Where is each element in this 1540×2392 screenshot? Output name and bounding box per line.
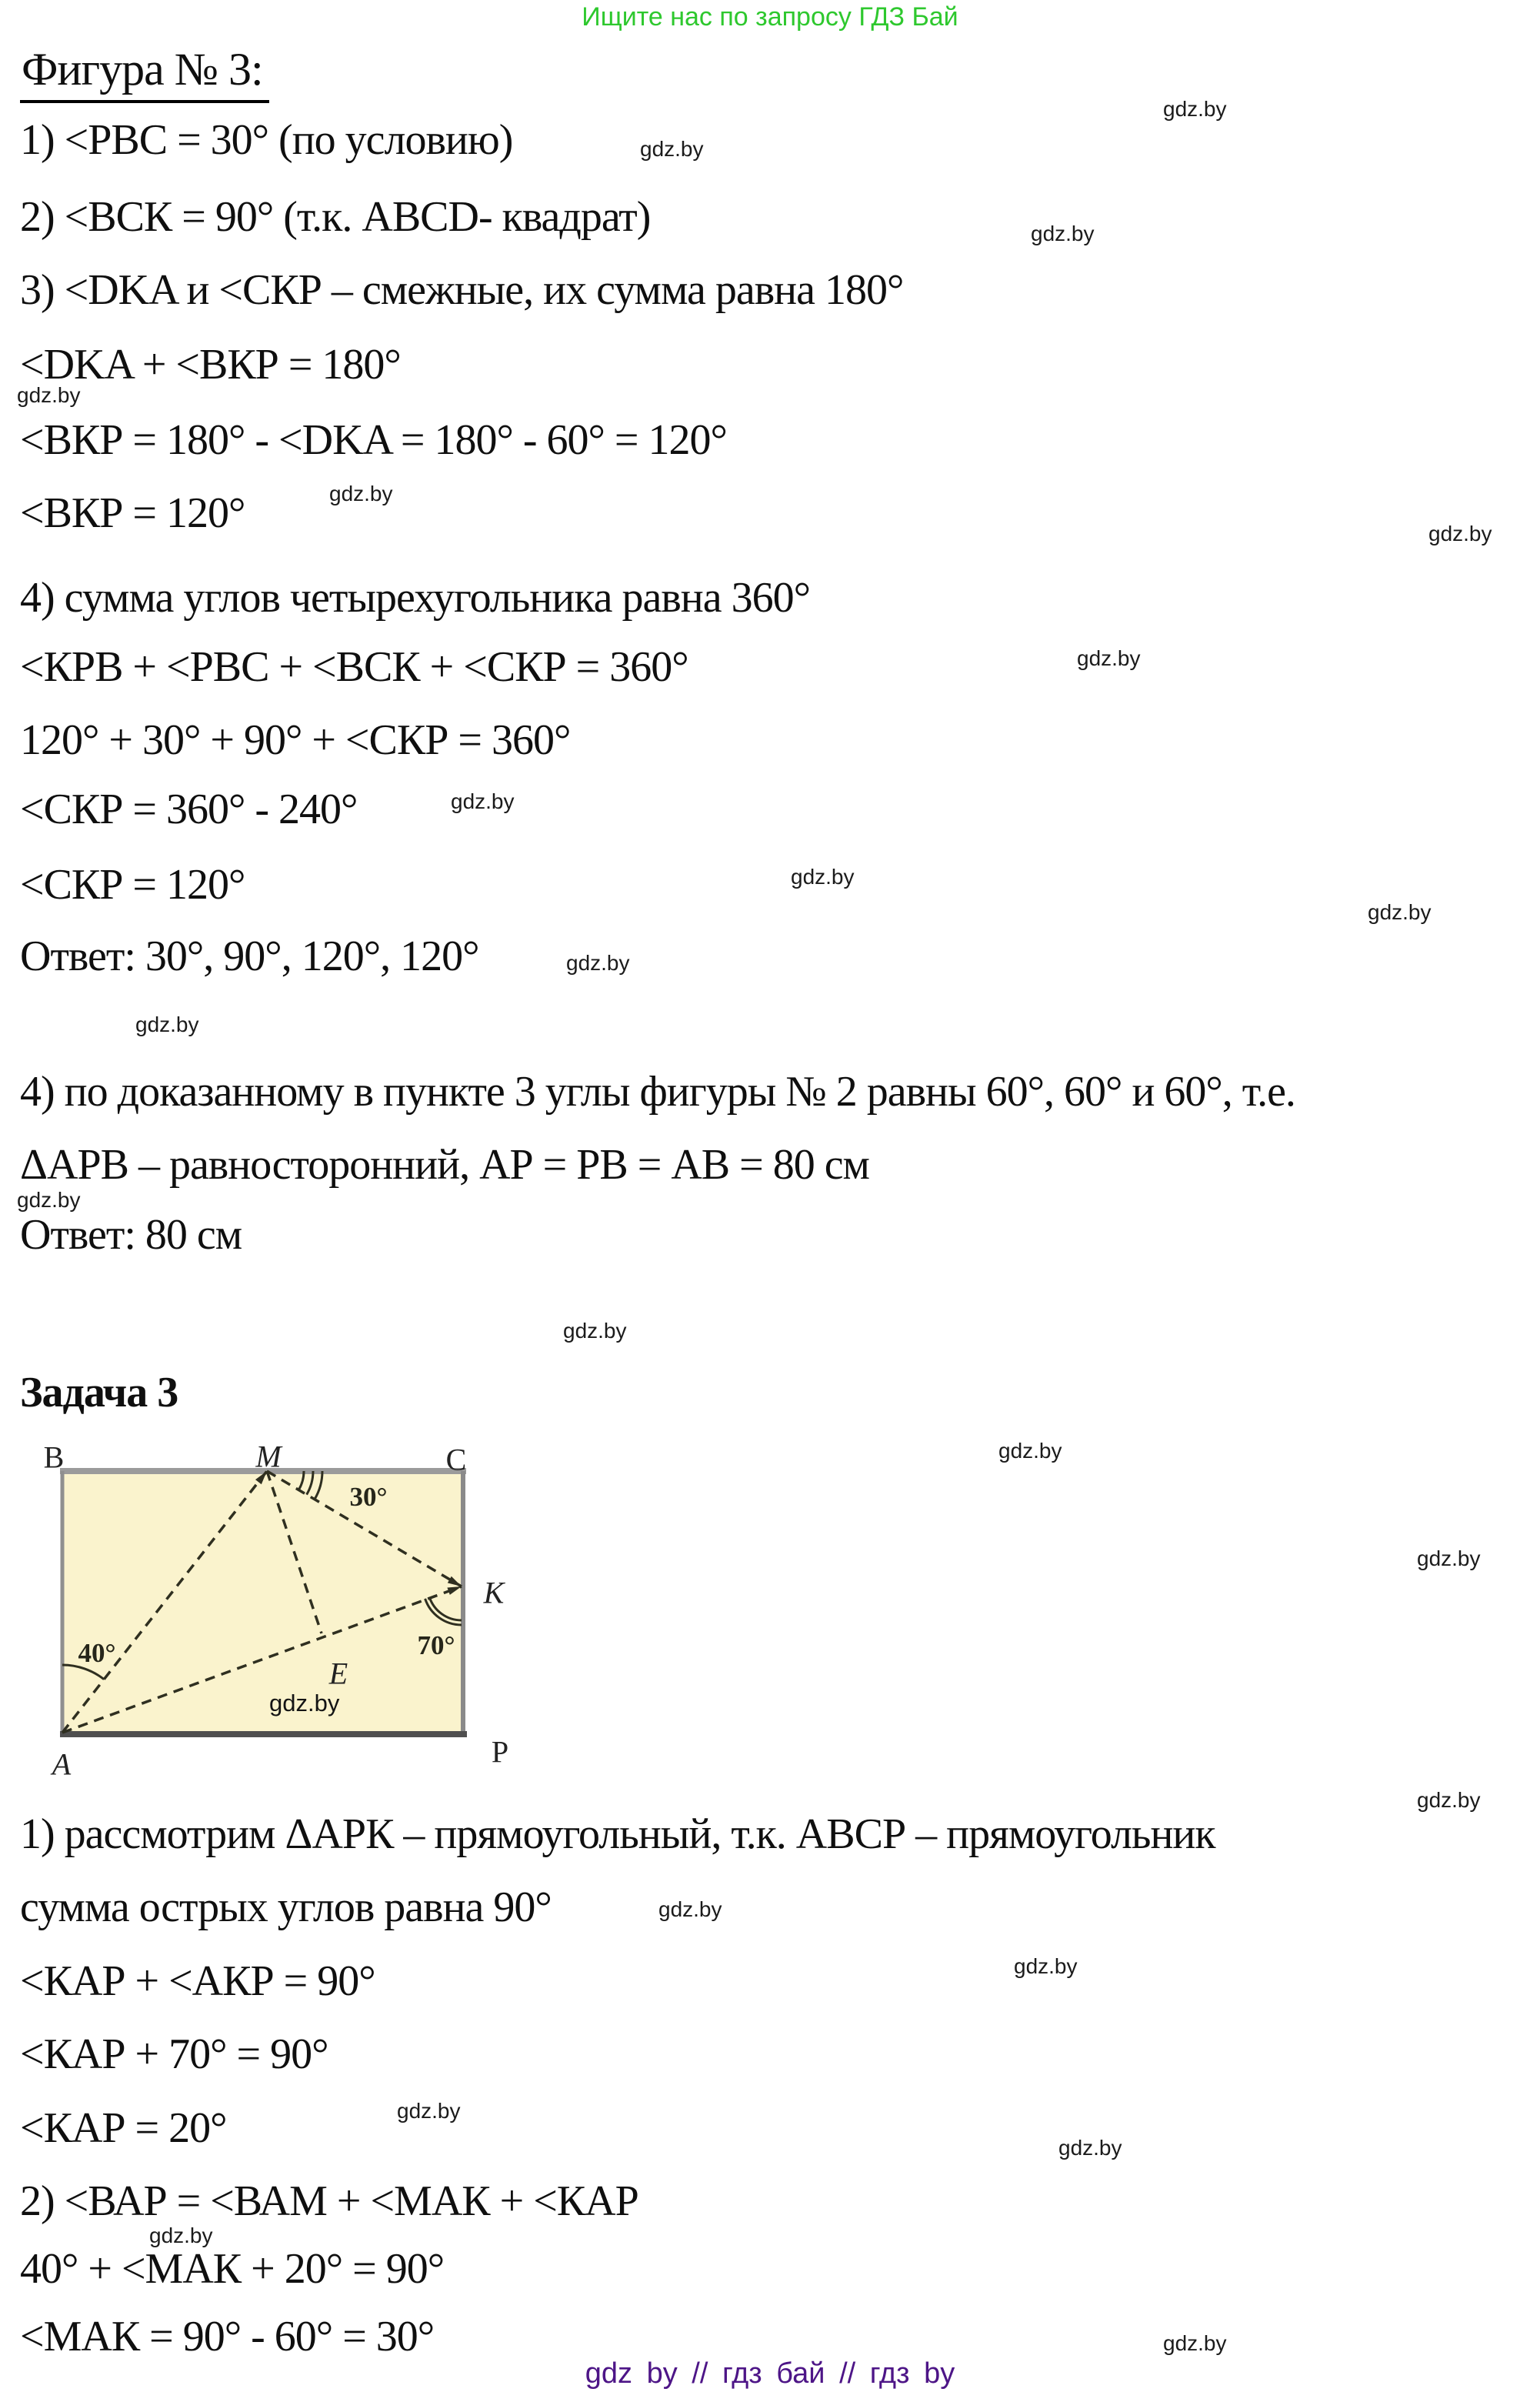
angle-label-70: 70°	[417, 1630, 455, 1660]
solution-line: <КРВ + <РВС + <ВСК + <СКР = 360°	[20, 643, 688, 691]
solution-line: 120° + 30° + 90° + <СКР = 360°	[20, 716, 571, 764]
gdz-watermark: gdz.by	[17, 383, 81, 407]
gdz-watermark: gdz.by	[1077, 646, 1141, 670]
gdz-watermark: gdz.by	[1031, 222, 1095, 245]
promo-banner: Ищите нас по запросу ГДЗ Бай	[582, 2, 958, 32]
solution-line: <СКР = 120°	[20, 861, 245, 909]
gdz-watermark: gdz.by	[1163, 2331, 1227, 2355]
vertex-label-b: B	[43, 1440, 65, 1475]
gdz-watermark: gdz.by	[149, 2224, 213, 2247]
solution-line: ΔАРВ – равносторонний, АР = РВ = АВ = 80 см	[20, 1141, 869, 1189]
solution-line: сумма острых углов равна 90°	[20, 1883, 552, 1931]
gdz-watermark: gdz.by	[1163, 97, 1227, 121]
gdz-watermark: gdz.by	[329, 482, 393, 505]
gdz-watermark: gdz.by	[397, 2099, 461, 2123]
solution-line: Ответ: 80 см	[20, 1211, 242, 1259]
solution-line: <КАР = 20°	[20, 2104, 227, 2152]
figure-canvas	[0, 1423, 538, 1785]
solution-line: 1) <РВС = 30° (по условию)	[20, 116, 513, 164]
site-footer: gdz by // гдз бай // гдз by	[585, 2357, 955, 2390]
angle-label-30: 30°	[349, 1482, 388, 1512]
solution-line: <DKA + <ВКР = 180°	[20, 341, 401, 389]
solution-line: 1) рассмотрим ΔАРК – прямоугольный, т.к. АВСР – прямоугольник	[20, 1810, 1215, 1858]
gdz-watermark: gdz.by	[1368, 900, 1432, 924]
gdz-watermark: gdz.by	[640, 137, 704, 161]
gdz-watermark: gdz.by	[563, 1319, 627, 1343]
gdz-watermark: gdz.by	[566, 951, 630, 975]
solution-line: 3) <DKA и <СКР – смежные, их сумма равна 180°	[20, 266, 904, 314]
solution-line: <КАР + <АКР = 90°	[20, 1957, 375, 2005]
solution-line: 2) <ВАР = <ВАМ + <МАК + <КАР	[20, 2177, 638, 2225]
vertex-label-c: C	[445, 1442, 467, 1477]
gdz-watermark: gdz.by	[1428, 522, 1492, 545]
solution-line: 40° + <МАК + 20° = 90°	[20, 2245, 445, 2293]
vertex-label-p: P	[491, 1734, 509, 1770]
gdz-watermark: gdz.by	[1417, 1546, 1481, 1570]
gdz-watermark: gdz.by	[658, 1897, 722, 1921]
vertex-label-k: K	[483, 1575, 505, 1610]
solution-line: <ВКР = 120°	[20, 489, 245, 537]
solution-line: <ВКР = 180° - <DKA = 180° - 60° = 120°	[20, 416, 727, 464]
gdz-watermark: gdz.by	[791, 865, 855, 889]
gdz-watermark: gdz.by	[17, 1188, 81, 1212]
task-3-heading: Задача 3	[20, 1369, 178, 1416]
solution-line: 4) сумма углов четырехугольника равна 360°	[20, 574, 810, 622]
gdz-watermark: gdz.by	[1014, 1954, 1078, 1978]
vertex-label-m: M	[255, 1439, 282, 1474]
solution-line: 2) <ВСК = 90° (т.к. ABCD- квадрат)	[20, 193, 651, 241]
gdz-watermark: gdz.by	[135, 1013, 199, 1036]
solution-line: Ответ: 30°, 90°, 120°, 120°	[20, 932, 479, 980]
gdz-watermark: gdz.by	[1058, 2136, 1122, 2160]
figure-3-heading: Фигура № 3:	[20, 43, 269, 103]
gdz-watermark: gdz.by	[269, 1690, 340, 1716]
solution-line: <СКР = 360° - 240°	[20, 786, 358, 833]
gdz-watermark: gdz.by	[1417, 1788, 1481, 1812]
vertex-label-e: E	[328, 1656, 348, 1691]
gdz-watermark: gdz.by	[998, 1439, 1062, 1463]
solution-line: <МАК = 90° - 60° = 30°	[20, 2313, 435, 2360]
angle-label-40: 40°	[78, 1638, 116, 1668]
geometry-figure	[0, 1423, 538, 1785]
rectangle-abcp	[62, 1471, 463, 1733]
gdz-watermark: gdz.by	[451, 789, 515, 813]
solution-line: 4) по доказанному в пункте 3 углы фигуры № 2 равны 60°, 60° и 60°, т.е.	[20, 1068, 1295, 1116]
solution-line: <КАР + 70° = 90°	[20, 2030, 328, 2078]
vertex-label-a: A	[52, 1746, 72, 1782]
